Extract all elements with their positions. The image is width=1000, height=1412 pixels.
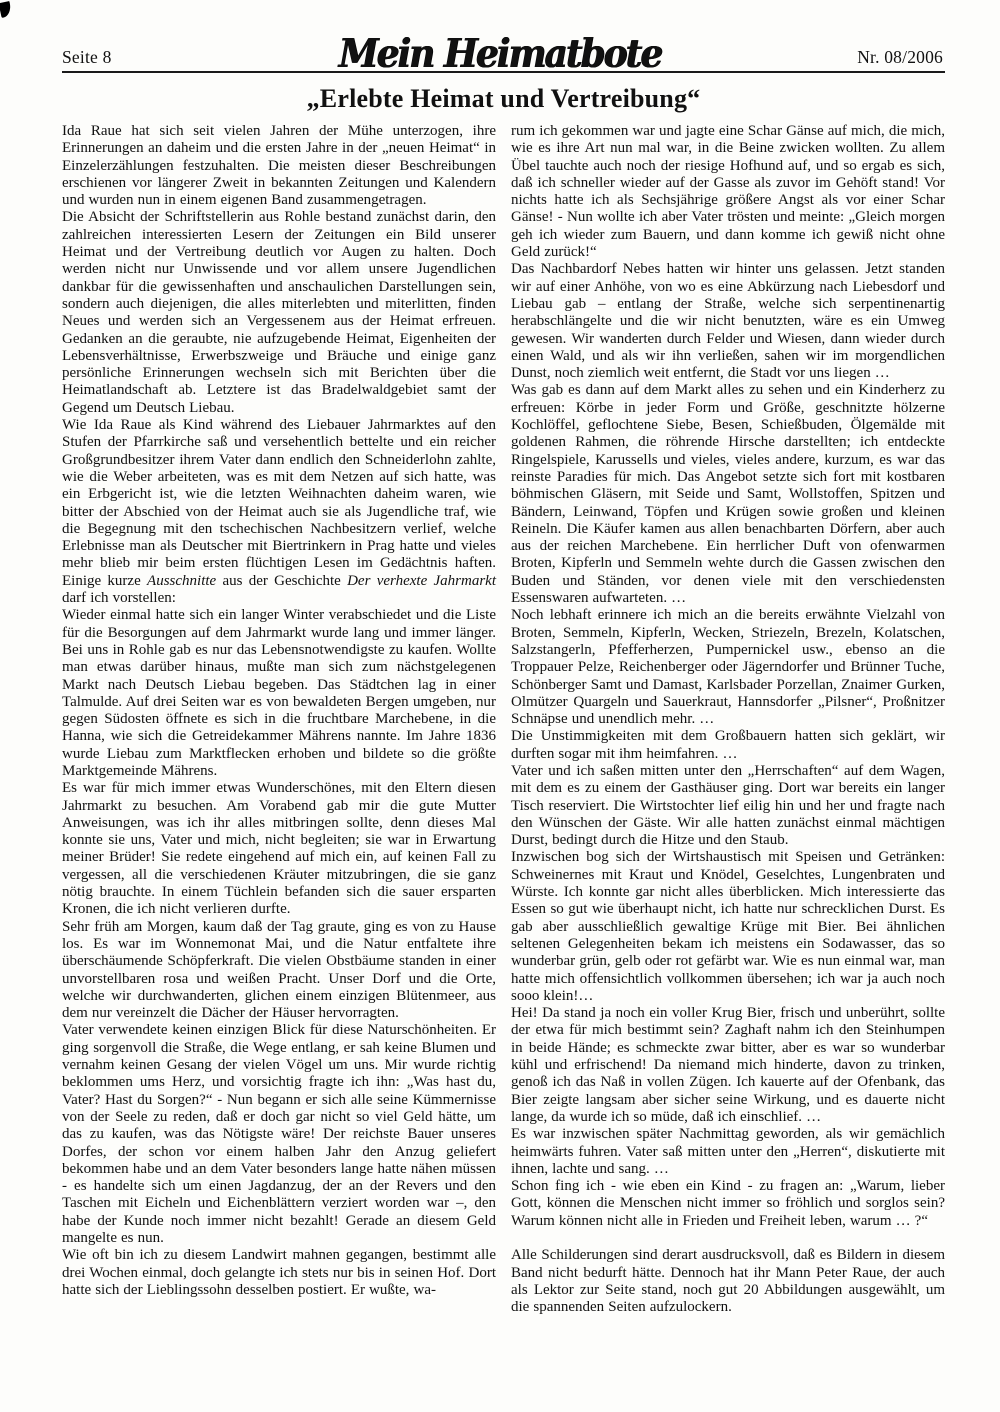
right-column (511, 123, 945, 1316)
paragraph: Wieder einmal hatte sich ein langer Winter verabschiedet und die Liste für die Besorgungen auf dem Jahrmarkt wurde lang und immer länger. Bei uns in Rohle gab es nur das Lebensnotwendigste zu kaufen. Wollte man etwas darüber hinaus, mußte man sich zum nächstgelegenen Markt nach Deutsch Liebau begeben. Das Städtchen lag in einer Talmulde. Auf drei Seiten war es von bewaldeten Bergen umgeben, nur gegen Südosten öffnete es sich in die fruchtbare Marchebene, in die Hanna, wie sich die Getreidekammer Mährens nannte. Im Jahre 1836 wurde Liebau zum Marktflecken erhoben und bildete so die größte Marktgemeinde Mährens. (62, 607, 496, 779)
paragraph-text: darf ich vorstellen: (62, 590, 176, 607)
paragraph-text: aus der Geschichte (216, 572, 348, 589)
paragraph: Wie oft bin ich zu diesem Landwirt mahnen gegangen, bestimmt alle drei Wochen einmal, doch gelangte ich stets nur bis in seinen Hof. Dort hatte sich der Lieblingssohn desselben postiert. Er wußte, wa- (62, 1247, 496, 1298)
paragraph-text: Wie Ida Raue als Kind während des Liebauer Jahrmarktes auf den Stufen der Pfarrkirche saß und versehentlich bettelte und ein reicher Großgrundbesitzer ihrem Vater dann endlich den Schneiderlohn zahlte, wie die Weber arbeiteten, was es mit dem Netzen auf sich hatte, was ein Erbgericht ist, wie die letzten Weihnachten daheim waren, wie bitter der Abschied von der Heimat auch sie als Jugendliche traf, wie die Begegnung mit den tschechischen Nachbesitzern verlief, welche Erlebnisse man als Deutscher mit Biertrinkern in Prag hatte und vieles mehr blieb mir beim ersten flüchtigen Lesen im Gedächtnis haften. Einige kurze (62, 417, 496, 589)
article-body (62, 123, 945, 1316)
paragraph: Die Absicht der Schriftstellerin aus Rohle bestand zunächst darin, den zahlreichen interessierten Lesern der Zeitungen ein Bild unserer Heimat und der Vertreibung deutlich vor Augen zu halten. Doch werden nicht nur Unwissende und vor allem unsere Jugendlichen dankbar für die gewissenhaften und anschaulichen Darstellungen sein, sondern auch diejenigen, die alles miterlebten und miterlitten, finden Neues und werden sich an Vergessenem aus der Heimat erfreuen. Gedanken an die geraubte, nie aufzugebende Heimat, Eigenheiten der Lebensverhältnisse, Erwerbszweige und Bräuche und einige ganz persönliche Erinnerungen wechseln sich mit Berichten über die Heimatlandschaft ab. Letztere ist das Bradelwaldgebiet samt der Gegend um Deutsch Liebau. (62, 209, 496, 416)
issue-number-label: Nr. 08/2006 (857, 47, 943, 67)
italic-term-excerpts: Ausschnitte (147, 572, 217, 589)
paragraph: Vater und ich saßen mitten unter den „Herrschaften“ auf dem Wagen, mit dem es zu einem der Gasthäuser ging. Dort war bereits ein langer Tisch reserviert. Die Wirtstochter lief eilig hin und her und fragte nach den Wünschen der Gäste. Wir alle hatten zunächst einmal mächtigen Durst, bedingt durch die Hitze und den Staub. (511, 762, 945, 849)
closing-paragraph: Alle Schilderungen sind derart ausdrucksvoll, daß es Bildern in diesem Band nicht bedurft hätte. Dennoch hat ihr Mann Peter Raue, der auch als Lektor zur Seite stand, noch gut 20 Abbildungen ausgewählt, um die spannenden Seiten aufzulockern. (511, 1247, 945, 1316)
paragraph: Was gab es dann auf dem Markt alles zu sehen und ein Kinderherz zu erfreuen: Körbe in jeder Form und Größe, geschnitzte hölzerne Kochlöffel, geflochtene Siebe, Besen, Schießbuden, Ölgemälde mit goldenen Rahmen, die röhrende Hirsche darstellten; ich entdeckte Ringelspiele, Karussells und vieles, vieles andere, kurzum, es war das reinste Paradies für mich. Das Angebot setzte sich fort mit kostbaren böhmischen Gläsern, mit Seide und Samt, Wollstoffen, Spitzen und Bändern, Leinwand, Töpfen und Krügen sowie großen und kleinen Reineln. Die Käufer kamen aus allen benachbarten Dörfern, aber auch aus der reichen Marchebene. Ein herrlicher Duft von ofenwarmen Broten, Kipferln und Semmeln wehte durch die Gassen zwischen den Buden und Ständen, vor denen viele mit den verschiedensten Essenswaren aufwarteten. … (511, 382, 945, 607)
paragraph: rum ich gekommen war und jagte eine Schar Gänse auf mich, die mich, wie es ihre Art nun mal war, in die Beine zwicken wollten. Zu allem Übel tauchte auch noch der riesige Hofhund auf, und so ergab es sich, daß ich schneller wieder auf der Gasse als zuvor im Gehöft stand! Vor nichts hatte ich als Sechsjährige größere Angst als vor einer Schar Gänse! - Nun wollte ich aber Vater trösten und meinte: „Gleich morgen geh ich wieder zum Bauern, und dann komme ich gewiß nicht ohne Geld zurück!“ (511, 123, 945, 261)
paragraph (62, 417, 496, 607)
paragraph: Es war für mich immer etwas Wunderschönes, mit den Eltern diesen Jahrmarkt zu besuchen. Am Vorabend gab mir die gute Mutter Anweisungen, was ich ihr alles mitbringen sollte, denn dieses Mal konnte sie uns, Vater und mich, nicht begleiten; sie war in Erwartung meiner Brüder! Sie redete eingehend auf mich ein, auf keinen Fall zu vergessen, all die verschiedenen Kräuter mitzubringen, die sie ganz nötig brauchte. In einem Tüchlein befanden sich die sauer ersparten Kronen, die ich nicht verlieren durfte. (62, 780, 496, 918)
paragraph: Noch lebhaft erinnere ich mich an die bereits erwähnte Vielzahl von Broten, Semmeln, Kipferln, Wecken, Striezeln, Brezeln, Kolatschen, Salzstangerln, Pfefferherzen, Pumpernickel usw., ebenso an die Troppauer Pelze, Reichenberger oder Jägerndorfer und Brünner Tuche, Schönberger Samt und Damast, Karlsbader Porzellan, Znaimer Gurken, Olmützer Quargeln und Sauerkraut, Hannsdorfer „Pilsner“, Proßnitzer Schnäpse und unendlich mehr. … (511, 607, 945, 728)
paragraph: Hei! Da stand ja noch ein voller Krug Bier, frisch und unberührt, sollte der etwa für mich bestimmt sein? Zaghaft nahm ich den Steinhumpen in beide Hände; es schmeckte zwar bitter, aber es war so wunderbar kühl und erfrischend! Da niemand mich hinderte, davon zu trinken, genoß ich das Naß in vollen Zügen. Ich kauerte auf der Ofenbank, das Bier zeigte langsam aber sicher seine Wirkung, und es dauerte nicht lange, da wurde ich so müde, daß ich einschlief. … (511, 1005, 945, 1125)
paragraph: Die Unstimmigkeiten mit dem Großbauern hatten sich geklärt, wir durften sogar mit ihm heimfahren. … (511, 728, 945, 762)
paragraph: Vater verwendete keinen einzigen Blick für diese Naturschönheiten. Er ging sorgenvoll die Straße, die Wege entlang, er sah keine Blumen und vernahm keinen Gesang der vielen Vögel um uns. Mir wurde richtig beklommen ums Herz, und vorsichtig fragte ich ihn: „Was hast du, Vater? Hast du Sorgen?“ - Nun begann er sich alle seine Kümmernisse von der Seele zu reden, daß er doch gar nicht so viel Geld hätte, um das zu kaufen, was das Nötigste wäre! Der reichste Bauer unseres Dorfes, der schon vor einem halben Jahr den Anzug geliefert bekommen habe und an dem Vater besonders lange hatte nähen müssen - es handelte sich um einen Jagdanzug, der an der Revers und den Taschen mit Eicheln und Eichenblättern verziert worden war –, den habe der Kunde noch immer nicht bezahlt! Gerade an diesem Geld mangelte es nun. (62, 1022, 496, 1246)
page-number-label: Seite 8 (62, 47, 112, 67)
paragraph: Das Nachbardorf Nebes hatten wir hinter uns gelassen. Jetzt standen wir auf einer Anhöhe, von wo es eine Abkürzung nach Liebesdorf und Liebau gab – entlang der Straße, welche sich serpentinenartig herabschlängelte und die wir nicht benutzten, wäre es ein Umweg gewesen. Wir wanderten durch Felder und Wiesen, dann wieder durch einen Wald, und als wir ihn verließen, sahen wir im morgendlichen Dunst, noch ziemlich weit entfernt, die Stadt vor uns liegen … (511, 261, 945, 382)
paragraph: Es war inzwischen später Nachmittag geworden, als wir gemächlich heimwärts fuhren. Vater saß mitten unter den „Herren“, diskutierte mit ihnen, lachte und sang. … (511, 1126, 945, 1177)
paragraph: Inzwischen bog sich der Wirtshaustisch mit Speisen und Getränken: Schweinernes mit Kraut und Knödel, Geselchtes, Lungenbraten und Würste. Ich konnte gar nicht alles überblicken. Mich interessierte das Essen so gut wie überhaupt nicht, ich hatte nur schrecklichen Durst. Es gab aber ausschließlich gewaltige Krüge mit Bier. Bei ähnlichen seltenen Gelegenheiten bekam ich meistens ein Sodawasser, das so wunderbar grün, gelb oder rot gefärbt war. Wie es nun einmal war, man hatte mich offensichtlich vollkommen übersehen; ich war ja auch noch sooo klein!… (511, 849, 945, 1004)
masthead-logo: Mein Heimatbote (338, 31, 662, 77)
article-title: „Erlebte Heimat und Vertreibung“ (306, 84, 701, 113)
paragraph: Sehr früh am Morgen, kaum daß der Tag graute, ging es von zu Hause los. Es war im Wonnemonat Mai, und die Natur entfaltete ihre überschäumende Schöpferkraft. Die vielen Obstbäume standen in einer unvorstellbaren rosa und weißen Pracht. Unser Dorf und die Orte, welche wir durchwanderten, glichen einem einzigen Blütenmeer, aus dem nur vereinzelt die Dächer der Häuser hervorragten. (62, 918, 496, 1022)
left-column (62, 123, 496, 1316)
paragraph: Schon fing ich - wie eben ein Kind - zu fragen an: „Warum, lieber Gott, können die Menschen nicht immer so fröhlich und sorglos sein? Warum können nicht alle in Frieden und Freiheit leben, warum … ?“ (511, 1178, 945, 1229)
italic-term-story-title: Der verhexte Jahrmarkt (347, 572, 496, 589)
page-header (0, 0, 1000, 77)
paragraph: Ida Raue hat sich seit vielen Jahren der Mühe unterzogen, ihre Erinnerungen an daheim und die ersten Jahre in der „neuen Heimat“ in Einzelerzählungen festzuhalten. Die meisten dieser Beschreibungen erschienen vor längerer Zweit in bekannten Zeitungen und Kalendern und wurden nun in einem eigenen Band zusammengetragen. (62, 123, 496, 209)
